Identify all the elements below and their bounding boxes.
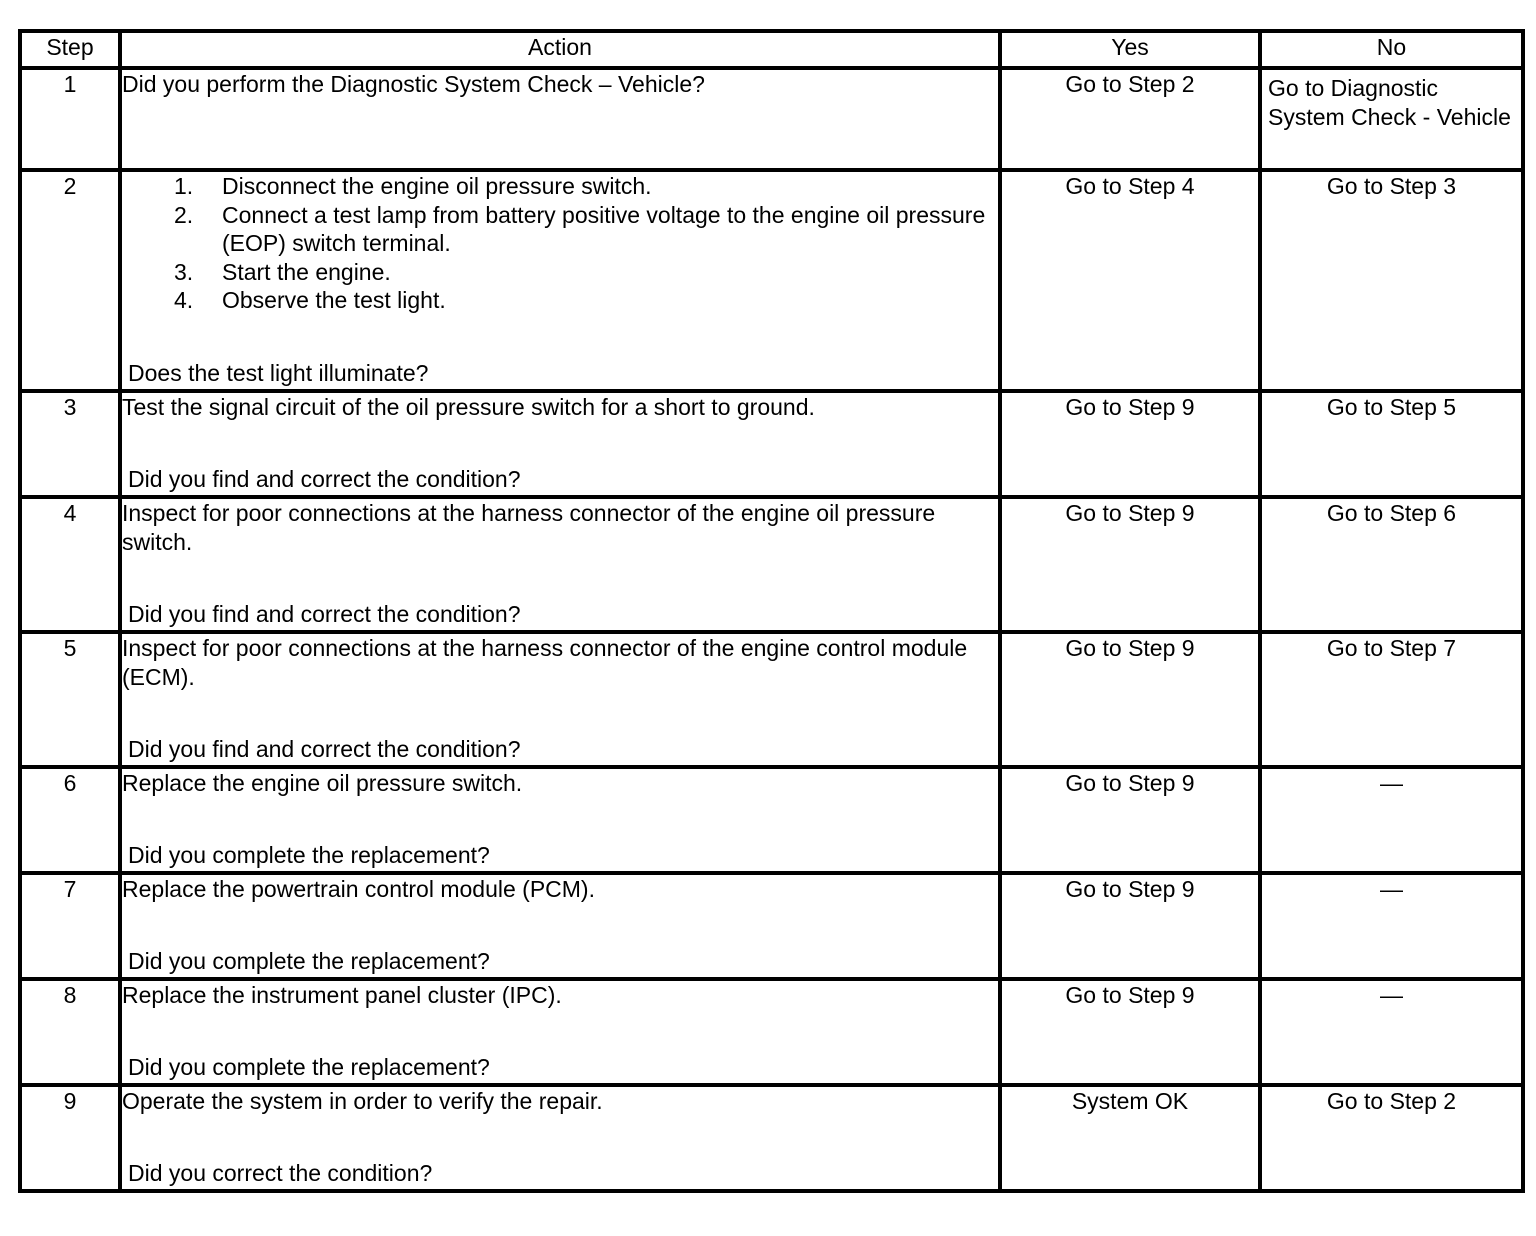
list-item [174,258,998,287]
no-result: Go to Step 3 [1260,170,1523,391]
no-result: — [1260,979,1523,1085]
step-number: 6 [20,767,120,873]
action-instruction: Replace the engine oil pressure switch. [122,770,523,796]
substep-text: Disconnect the engine oil pressure switch. [222,173,652,199]
action-cell [120,391,1000,497]
yes-result: Go to Step 9 [1000,497,1260,632]
action-cell [120,979,1000,1085]
header-action: Action [120,31,1000,68]
step-number: 7 [20,873,120,979]
yes-result: Go to Step 2 [1000,68,1260,170]
action-cell [120,170,1000,391]
step-number: 3 [20,391,120,497]
substep-list [122,172,998,315]
action-cell [120,497,1000,632]
yes-result: Go to Step 9 [1000,632,1260,767]
substep-number: 2. [174,201,194,228]
step-number: 9 [20,1085,120,1191]
action-instruction: Inspect for poor connections at the harness connector of the engine control module (ECM). [122,635,968,690]
yes-result: Go to Step 9 [1000,979,1260,1085]
action-instruction: Test the signal circuit of the oil pressure switch for a short to ground. [122,394,815,420]
action-question: Did you find and correct the condition? [128,735,521,762]
list-item [174,286,998,315]
step-number: 1 [20,68,120,170]
no-result: Go to Step 7 [1260,632,1523,767]
table-row [20,1085,1523,1191]
action-question: Did you complete the replacement? [128,947,490,974]
action-question: Did you find and correct the condition? [128,465,521,492]
action-cell [120,1085,1000,1191]
header-yes: Yes [1000,31,1260,68]
table-row [20,170,1523,391]
action-instruction: Replace the instrument panel cluster (IPC). [122,982,562,1008]
header-row [20,31,1523,68]
substep-number: 3. [174,258,194,285]
header-no: No [1260,31,1523,68]
substep-text: Start the engine. [222,258,391,285]
action-cell [120,632,1000,767]
yes-result: Go to Step 4 [1000,170,1260,391]
list-item [174,201,998,258]
table-row [20,632,1523,767]
table-row [20,68,1523,170]
action-question: Did you complete the replacement? [128,841,490,868]
no-result: — [1260,767,1523,873]
action-cell [120,873,1000,979]
step-number: 2 [20,170,120,391]
table-row [20,391,1523,497]
yes-result: Go to Step 9 [1000,873,1260,979]
substep-number: 1. [174,173,194,199]
action-instruction: Inspect for poor connections at the harness connector of the engine oil pressure switch. [122,500,936,555]
action-question: Did you complete the replacement? [128,1053,490,1080]
no-result: — [1260,873,1523,979]
yes-result: Go to Step 9 [1000,767,1260,873]
step-number: 8 [20,979,120,1085]
yes-result: System OK [1000,1085,1260,1191]
diagnostic-table [18,29,1525,1193]
list-item [174,172,998,201]
no-result: Go to Step 6 [1260,497,1523,632]
action-question: Did you find and correct the condition? [128,600,521,627]
action-instruction: Operate the system in order to verify the repair. [122,1088,603,1114]
no-result: Go to Diagnostic System Check - Vehicle [1260,68,1523,170]
substep-text: Observe the test light. [222,287,446,313]
substep-text: Connect a test lamp from battery positive voltage to the engine oil pressure (EOP) switch terminal. [222,201,986,256]
table-row [20,497,1523,632]
step-number: 4 [20,497,120,632]
yes-result: Go to Step 9 [1000,391,1260,497]
table-row [20,979,1523,1085]
table-row [20,873,1523,979]
substep-number: 4. [174,287,194,313]
step-number: 5 [20,632,120,767]
action-instruction: Did you perform the Diagnostic System Check – Vehicle? [122,71,705,97]
action-question: Does the test light illuminate? [128,359,429,386]
action-cell [120,68,1000,170]
header-step: Step [20,31,120,68]
no-result: Go to Step 5 [1260,391,1523,497]
action-question: Did you correct the condition? [128,1159,433,1186]
no-result: Go to Step 2 [1260,1085,1523,1191]
action-cell [120,767,1000,873]
table-row [20,767,1523,873]
action-instruction: Replace the powertrain control module (PCM). [122,876,595,902]
